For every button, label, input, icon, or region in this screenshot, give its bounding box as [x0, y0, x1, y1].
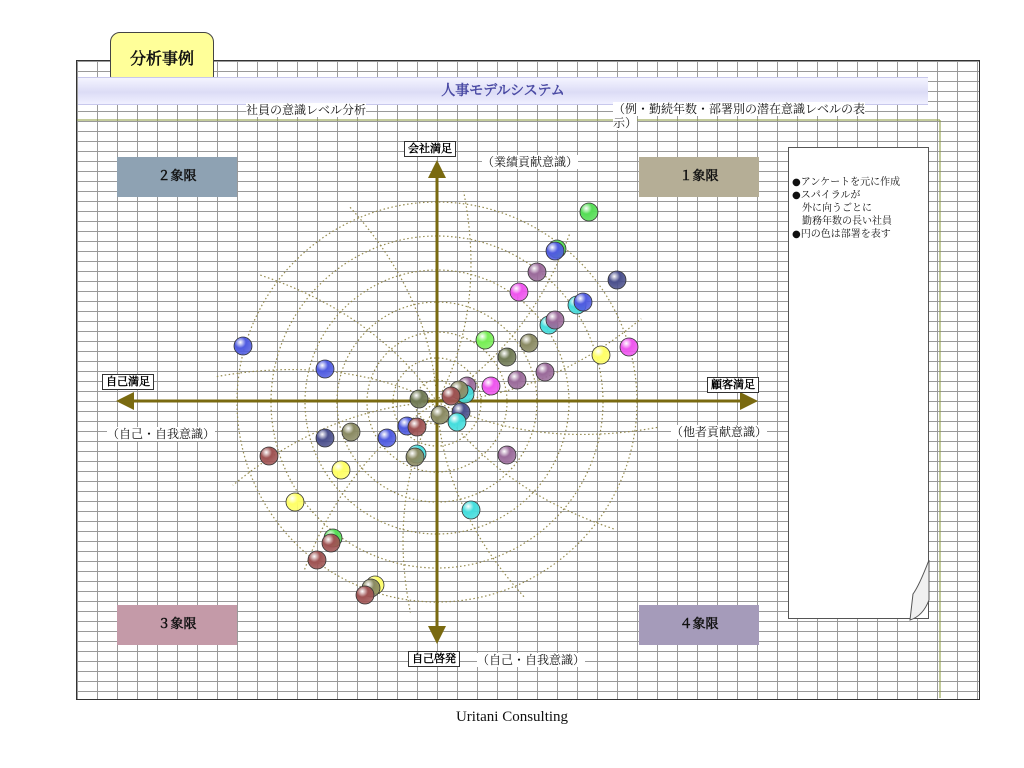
data-point: [308, 551, 326, 569]
data-point: [406, 448, 424, 466]
arrow-down-icon: [428, 626, 446, 644]
arrow-right-icon: [740, 392, 758, 410]
axis-left-meaning: （自己・自我意識）: [107, 427, 216, 441]
data-point: [476, 331, 494, 349]
quadrant-1-label: １象限: [639, 157, 759, 197]
data-point: [442, 387, 460, 405]
legend-note: [788, 147, 929, 619]
data-point: [546, 242, 564, 260]
data-point: [574, 293, 592, 311]
data-point: [448, 413, 466, 431]
data-point: [498, 446, 516, 464]
subtitle-right-line2: 示）: [613, 116, 638, 130]
data-point: [546, 311, 564, 329]
data-point: [316, 360, 334, 378]
data-point: [316, 429, 334, 447]
axis-bottom-meaning: （自己・自我意識）: [477, 653, 586, 667]
subtitle-left: 社員の意識レベル分析: [246, 103, 367, 117]
note-line: ●円の色は部署を表す: [792, 229, 891, 240]
web-spoke: [437, 402, 657, 434]
web-spoke: [437, 192, 471, 403]
data-point: [592, 346, 610, 364]
data-point: [431, 406, 449, 424]
data-point: [332, 461, 350, 479]
data-point: [408, 418, 426, 436]
axis-right-label: 顧客満足: [707, 377, 759, 393]
data-point: [286, 493, 304, 511]
note-line: 外に向うごとに: [792, 203, 872, 214]
quadrant-3-label: ３象限: [117, 605, 237, 645]
data-point: [536, 363, 554, 381]
case-banner: 分析事例: [110, 32, 214, 86]
data-point: [342, 423, 360, 441]
axis-left-label: 自己満足: [102, 374, 154, 390]
data-point: [322, 534, 340, 552]
data-point: [482, 377, 500, 395]
web-spoke: [259, 275, 437, 402]
data-point: [510, 283, 528, 301]
data-point: [356, 586, 374, 604]
data-point: [234, 337, 252, 355]
data-point: [378, 429, 396, 447]
arrow-left-icon: [116, 392, 134, 410]
quadrant-2-label: ２象限: [117, 157, 237, 197]
data-point: [260, 447, 278, 465]
axis-bottom-label: 自己啓発: [408, 651, 460, 667]
note-line: 勤務年数の長い社員: [792, 216, 892, 227]
data-point: [528, 263, 546, 281]
note-line: ●アンケートを元に作成: [792, 177, 901, 188]
data-point: [620, 338, 638, 356]
quadrant-4-label: ４象限: [639, 605, 759, 645]
subtitle-right-line1: （例・勤続年数・部署別の潜在意識レベルの表: [613, 102, 866, 116]
note-line: ●スパイラルが: [792, 190, 861, 201]
data-point: [520, 334, 538, 352]
data-point: [508, 371, 526, 389]
data-point: [608, 271, 626, 289]
data-point: [462, 501, 480, 519]
page-title: 人事モデルシステム: [78, 77, 928, 105]
web-spoke: [437, 402, 524, 597]
data-point: [410, 390, 428, 408]
page-curl-icon: [905, 560, 935, 622]
arrow-up-icon: [428, 160, 446, 178]
axis-right-meaning: （他者貢献意識）: [671, 425, 768, 439]
data-point: [498, 348, 516, 366]
data-point: [580, 203, 598, 221]
axis-top-label: 会社満足: [404, 141, 456, 157]
axis-top-meaning: （業績貢献意識）: [482, 155, 579, 169]
footer-credit: Uritani Consulting: [455, 709, 569, 725]
